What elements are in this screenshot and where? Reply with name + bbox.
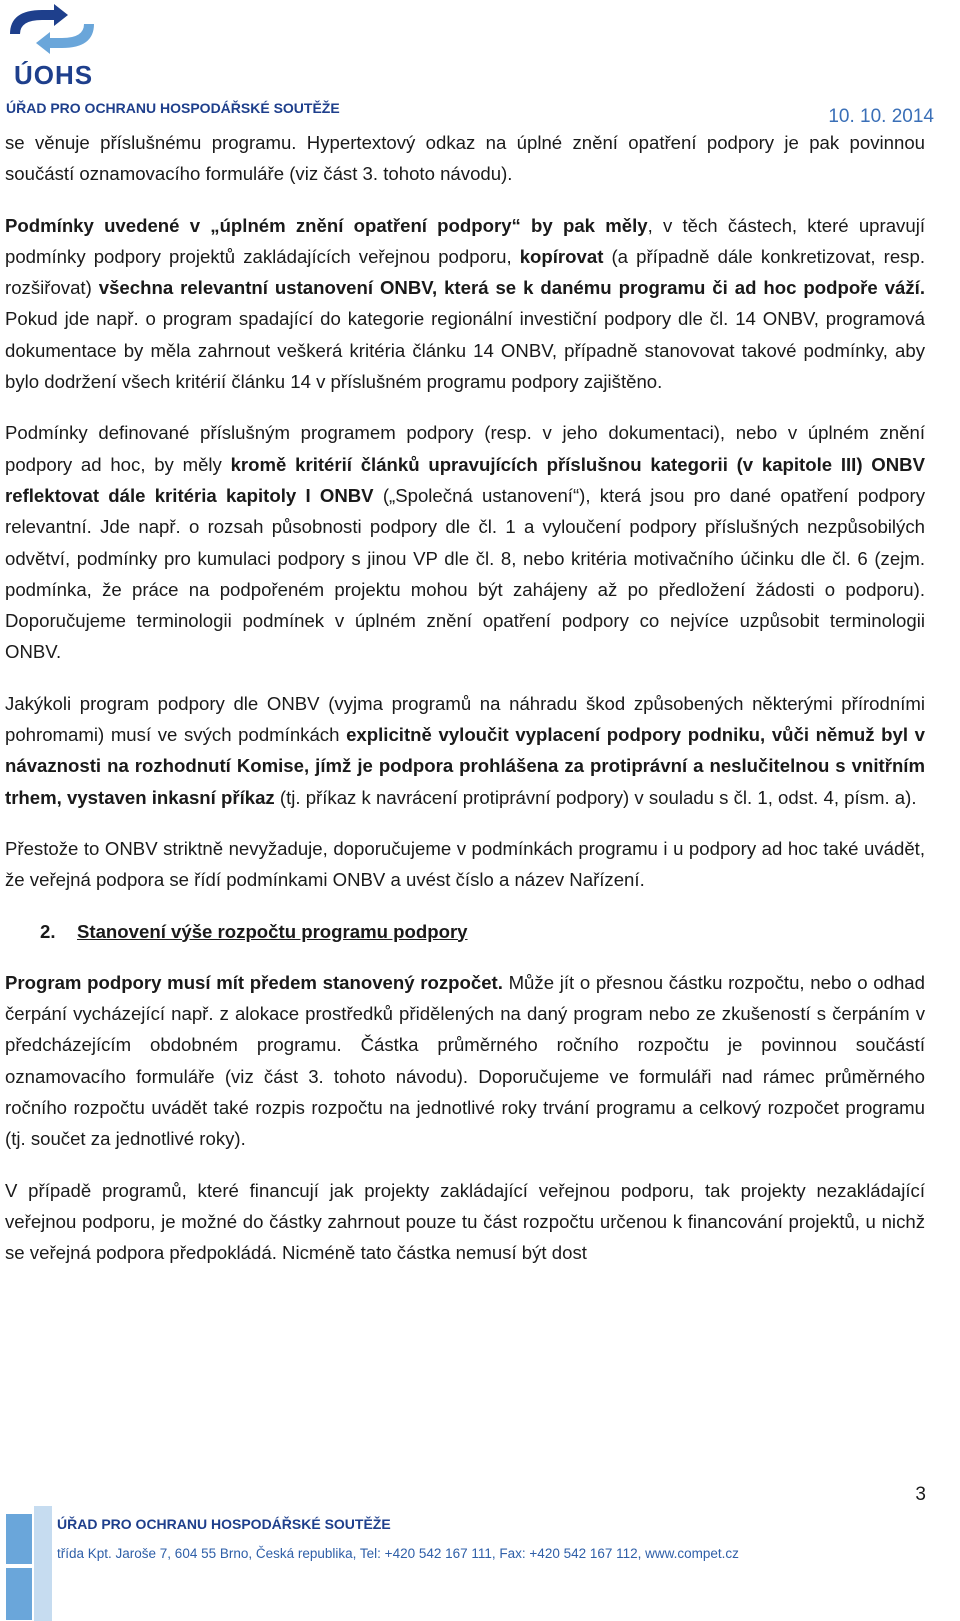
text: (a případně dále konkretizovat, resp. rozšiřovat) [5, 245, 925, 299]
footer-office-name: ÚŘAD PRO OCHRANU HOSPODÁŘSKÉ SOUTĚŽE [57, 1516, 391, 1532]
bold-text: Podmínky uvedené v „úplném znění opatření podpory“ by pak měly [5, 214, 648, 236]
text: Jakýkoli program podpory dle ONBV (vyjma programů na náhradu škod způsobených některými přírodními pohromami) musí ve svých podmínkách [5, 692, 925, 746]
bold-text: všechna relevantní ustanovení ONBV, která se k danému programu či ad hoc podpoře váží. [98, 277, 926, 299]
logo-arrows-icon [6, 4, 98, 60]
footer-blocks-icon [0, 1506, 52, 1621]
uohs-logo [6, 4, 98, 90]
paragraph [5, 210, 925, 398]
text: Pokud jde např. o program spadající do kategorie regionální investiční podpory dle čl. 14 ONBV, programová dokumentace by měla zahrnout veškerá kritéria článku 14 ONBV, případně stanovovat takové podmínky, aby bylo dodržení všech kritérií článku 14 v příslušném programu podpory zajištěno. [5, 308, 925, 393]
bold-text: Program podpory musí mít předem stanovený rozpočet. [5, 971, 503, 993]
text: Podmínky definované příslušným programem podpory (resp. v jeho dokumentaci), nebo v úplném znění podpory ad hoc, by měly [5, 422, 925, 475]
bold-text: kromě kritérií článků upravujících příslušnou kategorii (v kapitole III) ONBV reflektovat dále kritéria kapitoly I ONBV [5, 453, 925, 506]
paragraph: V případě programů, které financují jak projekty zakládající veřejnou podporu, tak projekty nezakládající veřejnou podporu, je možné do částky zahrnout pouze tu část rozpočtu určenou k financování projektů, u nichž se veřejná podpora předpokládá. Nicméně tato částka nemusí být dost [5, 1179, 925, 1264]
paragraph [5, 688, 925, 813]
text: (tj. příkaz k navrácení protiprávní podpory) v souladu s čl. 1, odst. 4, písm. a). [274, 786, 917, 808]
paragraph: se věnuje příslušnému programu. Hypertextový odkaz na úplné znění opatření podpory je pak povinnou součástí oznamovacího formuláře (viz část 3. tohoto návodu). [5, 132, 925, 185]
office-name: ÚŘAD PRO OCHRANU HOSPODÁŘSKÉ SOUTĚŽE [6, 100, 340, 116]
text: , v těch částech, které upravují podmínky podpory projektů zakládajících veřejnou podporu, [5, 214, 925, 267]
page-number: 3 [915, 1484, 926, 1505]
paragraph [5, 417, 925, 667]
section-title: Stanovení výše rozpočtu programu podpory [77, 920, 468, 942]
section-number: 2. [40, 920, 56, 942]
page-header [0, 0, 960, 130]
bold-text: explicitně vyloučit vyplacení podpory podniku, vůči němuž byl v návaznosti na rozhodnutí Komise, jímž je podpora prohlášena za protiprávní a neslučitelnou s vnitřním trhem, vystaven inkasní příkaz [5, 724, 925, 808]
footer-address: třída Kpt. Jaroše 7, 604 55 Brno, Česká republika, Tel: +420 542 167 111, Fax: +420 542 167 112, www.compet.cz [57, 1546, 739, 1561]
text: („Společná ustanovení“), která jsou pro dané opatření podpory relevantní. Jde např. o rozsah působnosti podpory dle čl. 1 a vyloučení podpory příslušných nezpůsobilých odvětví, podmínky pro kumulaci podpory s jinou VP dle čl. 8, nebo kritéria motivačního účinku dle čl. 6 (zejm. podmínka, že práce na podpořeném projektu mohou být zahájeny až po předložení žádosti o podporu). Doporučujeme terminologii podmínek v úplném znění opatření podpory co nejvíce uzpůsobit terminologii ONBV. [5, 484, 926, 663]
document-body [5, 127, 925, 1289]
logo-abbreviation: ÚOHS [14, 60, 94, 90]
paragraph [5, 967, 925, 1155]
paragraph: Přestože to ONBV striktně nevyžaduje, doporučujeme v podmínkách programu i u podpory ad hoc také uvádět, že veřejná podpora se řídí podmínkami ONBV a uvést číslo a název Nařízení. [5, 837, 925, 891]
page-footer [0, 1506, 960, 1621]
section-heading [5, 916, 925, 947]
text: Může jít o přesnou částku rozpočtu, nebo o odhad čerpání vycházející např. z alokace prostředků přidělených na daný program nebo ze zkušeností s čerpáním v předcházejícím obdobném programu. Částka průměrného ročního rozpočtu je povinnou součástí oznamovacího formuláře (viz část 3. tohoto návodu). Doporučujeme ve formuláři nad rámec průměrného ročního rozpočtu uvádět také rozpis rozpočtu na jednotlivé roky trvání programu a celkový rozpočet programu (tj. součet za jednotlivé roky). [5, 971, 925, 1150]
bold-text: kopírovat [519, 245, 604, 267]
document-date: 10. 10. 2014 [828, 106, 934, 127]
